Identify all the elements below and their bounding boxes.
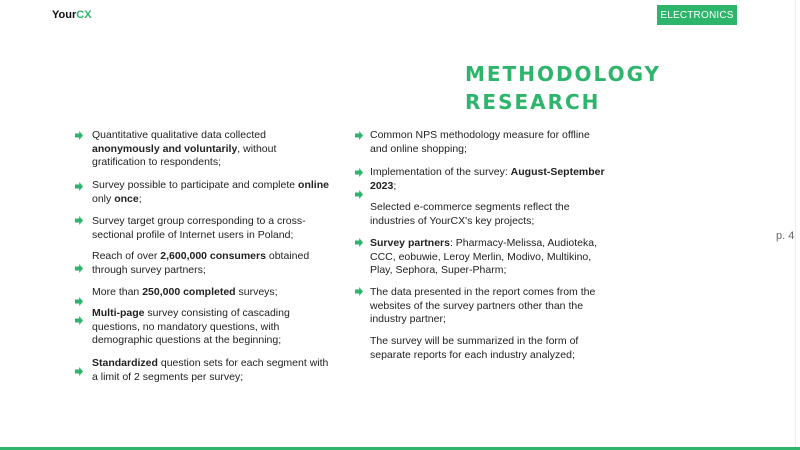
text: question sets for each segment with a limit of 2 segments per survey; [92, 357, 329, 383]
page-title-line-2: RESEARCH [465, 90, 601, 114]
bold-text: August-September 2023 [370, 166, 605, 192]
list-item [92, 215, 332, 242]
text: : Pharmacy-Melissa, Audioteka, CCC, eobuwie, Leroy Merlin, Modivo, Multikino, Play, Sephora, Super-Pharm; [370, 237, 598, 276]
text: Implementation of the survey: [370, 166, 511, 178]
list-item [92, 250, 332, 277]
text: only [92, 192, 115, 205]
bold-text: online [298, 179, 329, 191]
list-item [370, 129, 610, 156]
text: ; [393, 179, 397, 192]
text: More than [92, 286, 143, 298]
list-item [92, 179, 332, 206]
list-item [370, 201, 610, 228]
page-number: p. 4 [776, 230, 795, 242]
bold-text: 2,600,000 consumers [160, 250, 266, 262]
logo-text: Your [52, 9, 77, 21]
text: obtained through survey partners; [92, 250, 310, 276]
list-item [92, 286, 332, 300]
text: ; [138, 192, 142, 205]
bold-text: Multi-page [92, 307, 145, 319]
bold-text: Survey partners [370, 237, 450, 249]
list-item [92, 307, 332, 348]
text: Selected e-commerce segments reflect the industries of YourCX's key projects; [370, 201, 570, 227]
text: Common NPS methodology measure for offline and online shopping; [370, 129, 590, 155]
logo-accent-text: CX [76, 9, 92, 21]
text: The data presented in the report comes from the websites of the survey partners other than the industry partner; [370, 286, 596, 325]
bold-text: Standardized [92, 357, 158, 369]
text: , without gratification to respondents; [92, 142, 277, 168]
list-item [92, 357, 332, 384]
page-title-line-1: METHODOLOGY [465, 62, 662, 86]
text: surveys; [235, 286, 278, 298]
list-item [92, 129, 332, 170]
text: survey consisting of cascading questions, no mandatory questions, with demographic questions at the beginning; [92, 307, 290, 346]
page-title [465, 60, 661, 116]
list-item [370, 335, 610, 362]
text: Quantitative qualitative data collected [92, 129, 266, 141]
category-badge: ELECTRONICS [657, 5, 737, 25]
bold-text: anonymously and voluntarily [92, 142, 238, 155]
text: Reach of over [92, 250, 161, 262]
slide-edge-divider [795, 0, 796, 447]
text: Survey target group corresponding to a cross-sectional profile of Internet users in Poland; [92, 215, 306, 241]
text: The survey will be summarized in the form of separate reports for each industry analyzed; [370, 335, 579, 361]
list-item [370, 166, 610, 193]
logo [52, 9, 92, 21]
text: Survey possible to participate and complete [92, 179, 299, 191]
list-item [370, 286, 610, 327]
list-item [370, 237, 610, 278]
bold-text: 250,000 completed [142, 286, 236, 298]
bold-text: once [114, 192, 139, 205]
